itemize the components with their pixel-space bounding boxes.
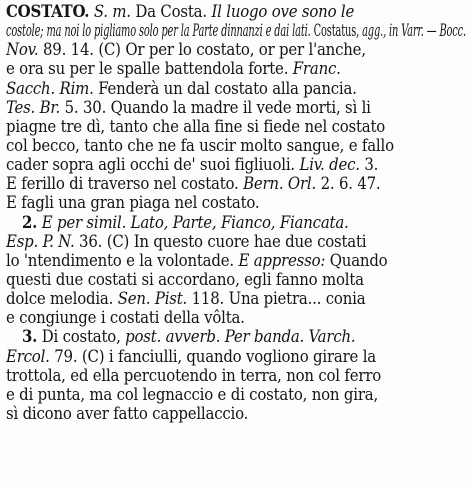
dictionary-entry xyxy=(6,2,468,423)
entry-line-3: Nov. 89. 14. (C) Or per lo costato, or per l'anche, xyxy=(6,40,366,60)
sense-2-line-2: Esp. P. N. 36. (C) In questo cuore hae due costati xyxy=(6,231,367,251)
sense-3-line-3: trottola, ed ella percuotendo in terra, non col ferro xyxy=(6,365,382,385)
entry-line-9: cader sopra agli occhi de' suoi figliuoli. Liv. dec. 3. xyxy=(6,155,379,175)
sense-2-line-3: lo 'ntendimento e la volontade. E appresso: Quando xyxy=(6,250,388,270)
sense-2-line-5: dolce melodia. Sen. Pist. 118. Una pietra... conia xyxy=(6,289,366,309)
sense-2-line-4: questi due costati si accordano, egli fanno molta xyxy=(6,269,364,289)
entry-line-7: piagne tre dì, tanto che alla fine si fiede nel costato xyxy=(6,116,386,136)
entry-line-1: COSTATO. S. m. Da Costa. Il luogo ove sono le xyxy=(6,2,355,21)
entry-line-8: col becco, tanto che ne fa uscir molto sangue, e fallo xyxy=(6,135,394,155)
sense-3-line-5: sì dicono aver fatto cappellaccio. xyxy=(6,403,249,423)
sense-2-line-1: 2. E per simil. Lato, Parte, Fianco, Fiancata. xyxy=(22,212,349,232)
entry-line-2: costole; ma noi lo pigliamo solo per la Parte dinnanzi e dai lati. Costatus, agg., in Varr. — Bocc. xyxy=(6,21,466,41)
sense-3-line-2: Ercol. 79. (C) i fanciulli, quando vogliono girare la xyxy=(6,346,376,366)
entry-line-5: Sacch. Rim. Fenderà un dal costato alla pancia. xyxy=(6,78,357,98)
entry-line-4: e ora su per le spalle battendola forte. Franc. xyxy=(6,59,341,79)
sense-3-line-4: e di punta, ma col legnaccio e di costato, non gira, xyxy=(6,384,378,404)
entry-line-10: E ferillo di traverso nel costato. Bern. Orl. 2. 6. 47. xyxy=(6,174,381,194)
sense-3-line-1: 3. Di costato, post. avverb. Per banda. Varch. xyxy=(22,327,356,347)
entry-line-11: E fagli una gran piaga nel costato. xyxy=(6,193,260,213)
entry-line-6: Tes. Br. 5. 30. Quando la madre il vede morti, sì li xyxy=(6,97,371,117)
sense-2-line-6: e congiunge i costati della vôlta. xyxy=(6,308,245,328)
